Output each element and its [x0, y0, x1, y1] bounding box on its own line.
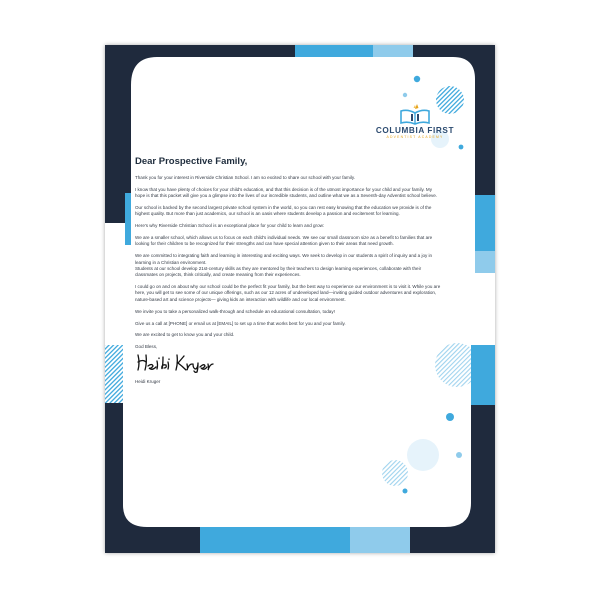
deco-circle	[414, 76, 420, 82]
top-left-blue-band	[125, 193, 131, 245]
paragraph: We are a smaller school, which allows us to focus on each child's individual needs. We see our small classroom size as a benefit to families that are looking for their children to be recognized for their strengths and can have special attention given to their areas that need growth.	[135, 235, 433, 247]
signer-name: Heidi Kruger	[135, 379, 161, 385]
paragraph: Thank you for your interest in Riverside Christian School. I am so excited to share our school with your family.	[135, 175, 356, 180]
deco-circle	[459, 145, 464, 150]
deco-circle	[407, 439, 439, 471]
paragraph: Here's why Riverside Christian School is an exceptional place for your child to learn and grow:	[135, 223, 325, 229]
handwritten-signature	[135, 351, 441, 378]
paragraph: Give us a call at [PHONE] or email us at [EMAIL] to set up a time that works best for you and your family.	[135, 320, 346, 326]
paragraph: I know that you have plenty of choices for your child's education, and that this decision is of the utmost importance for your child and your family. My hope is that this packet will give you a glimpse into the lives of our incredible students, and outline what we as a Seventh-day Adventist school believe.	[135, 186, 438, 199]
deco-circle	[456, 452, 462, 458]
bottom-light-bar	[350, 527, 410, 553]
top-blue-bar	[295, 45, 373, 57]
top-light-bar	[373, 45, 413, 57]
bottom-left-corner-shape	[105, 483, 200, 553]
paragraph: Students at our school develop 21st-century skills as they are mentored by their teachers to design learning experiences, collaborate with their classmates on projects, think critically, and create meaning from their experiences.	[135, 265, 422, 278]
deco-circle	[403, 93, 407, 97]
letter-page	[105, 45, 495, 553]
bottom-blue-bar	[200, 527, 350, 553]
paragraph: We are committed to integrating faith and learning in interesting and exciting ways. We seek to develop in our students a spirit of inquiry and a joy in learning in a Christian environment.	[135, 253, 433, 265]
salutation: Dear Prospective Family,	[135, 156, 248, 167]
closing: God Bless,	[135, 344, 158, 350]
left-stripe-band	[105, 345, 123, 403]
open-book-lamp-icon	[398, 103, 432, 125]
deco-circle	[446, 413, 454, 421]
bottom-right-corner-shape	[410, 405, 495, 553]
letter-body	[135, 156, 441, 384]
school-logo	[365, 103, 465, 139]
logo-name: COLUMBIA FIRST	[375, 126, 455, 135]
deco-circle	[382, 460, 408, 486]
logo-subtitle: ADVENTIST ACADEMY	[386, 135, 444, 139]
paragraph: We are excited to get to know you and your child.	[135, 332, 235, 338]
deco-circle	[403, 489, 408, 494]
paragraph: Our school is backed by the second largest private school system in the world, so you can rest easy knowing that the education we provide is of the highest quality. But more than just academics, our school is an oasis where students develop a passion and excitement for learning.	[135, 205, 432, 217]
paragraph: We invite you to take a personalized walk-through and schedule an educational consultation, today!	[135, 308, 335, 314]
right-blue-band	[475, 195, 495, 251]
paragraph: I could go on and on about why our school could be the perfect fit your family, but the best way to experience our environment is to visit it. While you are here, you will get to see some of our unique offerings, such as our 12 acres of undeveloped land—inviting guided outdoor adventures and exploration, nature-based art and science projects— giving kids an interaction with wildlife and our local environment.	[135, 284, 441, 302]
